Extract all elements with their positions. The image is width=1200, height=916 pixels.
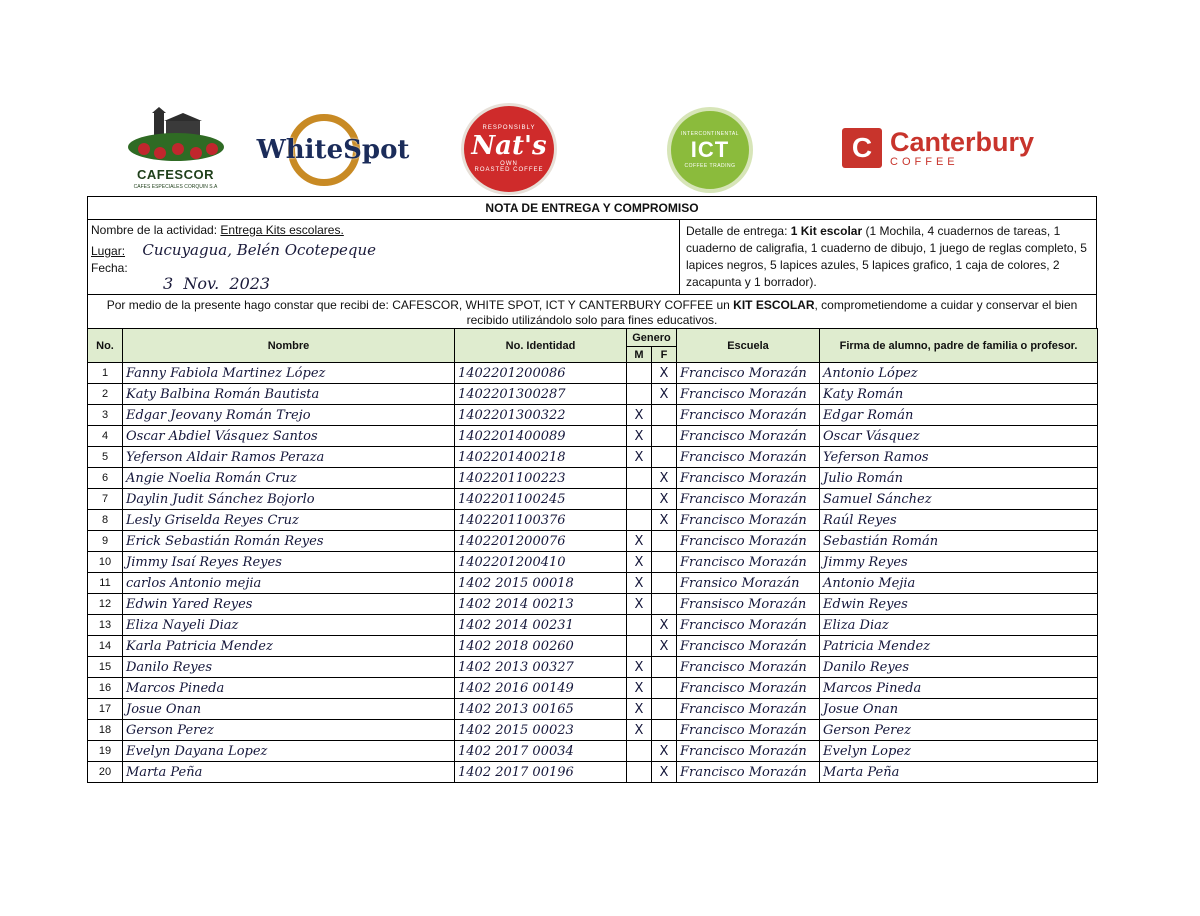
school-name: Francisco Morazán [677, 405, 820, 426]
student-name: Edgar Jeovany Román Trejo [123, 405, 455, 426]
signature: Raúl Reyes [820, 510, 1098, 531]
col-id-header: No. Identidad [455, 329, 627, 363]
gender-f-mark [652, 405, 677, 426]
row-number: 11 [88, 573, 123, 594]
identity-number: 1402 2013 00327 [455, 657, 627, 678]
gender-f-mark [652, 699, 677, 720]
table-row [88, 762, 1098, 783]
table-row [88, 447, 1098, 468]
gender-m-mark: X [627, 426, 652, 447]
table-row [88, 552, 1098, 573]
row-number: 20 [88, 762, 123, 783]
row-number: 6 [88, 468, 123, 489]
gender-m-mark [627, 615, 652, 636]
form-info [87, 219, 1097, 294]
school-name: Francisco Morazán [677, 699, 820, 720]
place-line [91, 241, 376, 259]
gender-f-mark [652, 678, 677, 699]
col-m-header: M [627, 347, 652, 363]
detail-bold: 1 Kit escolar [790, 224, 863, 238]
school-name: Francisco Morazán [677, 468, 820, 489]
row-number: 19 [88, 741, 123, 762]
school-name: Francisco Morazán [677, 552, 820, 573]
gender-f-mark: X [652, 510, 677, 531]
form-title: NOTA DE ENTREGA Y COMPROMISO [87, 196, 1097, 219]
ict-name: ICT [690, 137, 730, 162]
canterbury-mark-icon: C [842, 128, 882, 168]
identity-number: 1402201300322 [455, 405, 627, 426]
school-name: Francisco Morazán [677, 657, 820, 678]
student-name: Edwin Yared Reyes [123, 594, 455, 615]
gender-m-mark: X [627, 405, 652, 426]
gender-f-mark [652, 426, 677, 447]
activity-info [88, 220, 680, 294]
ict-logo [667, 107, 753, 193]
student-name: Evelyn Dayana Lopez [123, 741, 455, 762]
gender-f-mark: X [652, 363, 677, 384]
table-row [88, 363, 1098, 384]
table-row [88, 426, 1098, 447]
signature: Katy Román [820, 384, 1098, 405]
recipients-table [87, 328, 1098, 783]
student-name: Erick Sebastián Román Reyes [123, 531, 455, 552]
table-row [88, 699, 1098, 720]
gender-f-mark [652, 552, 677, 573]
identity-number: 1402201200086 [455, 363, 627, 384]
gender-f-mark [652, 573, 677, 594]
school-name: Francisco Morazán [677, 447, 820, 468]
student-name: Jimmy Isaí Reyes Reyes [123, 552, 455, 573]
student-name: Oscar Abdiel Vásquez Santos [123, 426, 455, 447]
gender-f-mark [652, 657, 677, 678]
statement-part-b: , comprometiendome a cuidar y conservar el bien recibido utilizándolo solo para fines educativos. [466, 298, 1078, 327]
gender-f-mark: X [652, 741, 677, 762]
student-name: Angie Noelia Román Cruz [123, 468, 455, 489]
gender-m-mark: X [627, 594, 652, 615]
signature: Marcos Pineda [820, 678, 1098, 699]
student-name: Daylin Judit Sánchez Bojorlo [123, 489, 455, 510]
identity-number: 1402 2013 00165 [455, 699, 627, 720]
gender-m-mark [627, 468, 652, 489]
signature: Marta Peña [820, 762, 1098, 783]
gender-m-mark: X [627, 720, 652, 741]
table-row [88, 510, 1098, 531]
row-number: 1 [88, 363, 123, 384]
table-row [88, 573, 1098, 594]
date-label: Fecha: [91, 261, 128, 275]
canterbury-name: Canterbury [890, 126, 1035, 157]
gender-f-mark: X [652, 762, 677, 783]
school-name: Fransisco Morazán [677, 594, 820, 615]
student-name: Lesly Griselda Reyes Cruz [123, 510, 455, 531]
gender-f-mark [652, 531, 677, 552]
detail-label: Detalle de entrega: [686, 224, 788, 238]
school-name: Francisco Morazán [677, 615, 820, 636]
identity-number: 1402201100245 [455, 489, 627, 510]
commitment-statement [87, 294, 1097, 328]
coffee-farm-icon [126, 107, 226, 165]
row-number: 9 [88, 531, 123, 552]
signature: Danilo Reyes [820, 657, 1098, 678]
identity-number: 1402 2016 00149 [455, 678, 627, 699]
school-name: Fransico Morazán [677, 573, 820, 594]
delivery-detail [680, 220, 1096, 294]
row-number: 10 [88, 552, 123, 573]
student-name: Marta Peña [123, 762, 455, 783]
identity-number: 1402201400089 [455, 426, 627, 447]
gender-m-mark: X [627, 573, 652, 594]
identity-number: 1402201300287 [455, 384, 627, 405]
statement-bold: KIT ESCOLAR [733, 298, 815, 312]
delivery-form [87, 196, 1097, 783]
col-school-header: Escuela [677, 329, 820, 363]
whitespot-logo [258, 110, 408, 190]
school-name: Francisco Morazán [677, 384, 820, 405]
table-row [88, 489, 1098, 510]
cafescor-logo [118, 101, 233, 196]
identity-number: 1402 2017 00034 [455, 741, 627, 762]
gender-f-mark: X [652, 468, 677, 489]
table-row [88, 657, 1098, 678]
table-row [88, 636, 1098, 657]
row-number: 17 [88, 699, 123, 720]
gender-m-mark [627, 762, 652, 783]
gender-f-mark [652, 594, 677, 615]
school-name: Francisco Morazán [677, 678, 820, 699]
gender-m-mark [627, 741, 652, 762]
gender-m-mark: X [627, 552, 652, 573]
canterbury-sub: COFFEE [890, 155, 959, 168]
signature: Edgar Román [820, 405, 1098, 426]
student-name: Gerson Perez [123, 720, 455, 741]
gender-m-mark: X [627, 531, 652, 552]
table-row [88, 615, 1098, 636]
table-row [88, 405, 1098, 426]
table-row [88, 384, 1098, 405]
date-line [91, 261, 128, 275]
cafescor-name: CAFESCOR [137, 167, 214, 182]
signature: Gerson Perez [820, 720, 1098, 741]
gender-f-mark [652, 720, 677, 741]
table-row [88, 594, 1098, 615]
identity-number: 1402 2018 00260 [455, 636, 627, 657]
gender-f-mark [652, 447, 677, 468]
gender-m-mark [627, 384, 652, 405]
table-row [88, 468, 1098, 489]
row-number: 16 [88, 678, 123, 699]
identity-number: 1402 2017 00196 [455, 762, 627, 783]
gender-m-mark: X [627, 657, 652, 678]
row-number: 4 [88, 426, 123, 447]
identity-number: 1402201200076 [455, 531, 627, 552]
student-name: Fanny Fabiola Martinez López [123, 363, 455, 384]
row-number: 14 [88, 636, 123, 657]
identity-number: 1402 2015 00023 [455, 720, 627, 741]
signature: Yeferson Ramos [820, 447, 1098, 468]
gender-m-mark: X [627, 678, 652, 699]
table-row [88, 678, 1098, 699]
nats-name: Nat's [471, 131, 547, 161]
row-number: 7 [88, 489, 123, 510]
row-number: 15 [88, 657, 123, 678]
student-name: Marcos Pineda [123, 678, 455, 699]
signature: Julio Román [820, 468, 1098, 489]
school-name: Francisco Morazán [677, 426, 820, 447]
school-name: Francisco Morazán [677, 363, 820, 384]
date-value: 3 Nov. 2023 [163, 274, 271, 293]
table-row [88, 741, 1098, 762]
place-value: Cucuyagua, Belén Ocotepeque [142, 241, 376, 259]
row-number: 3 [88, 405, 123, 426]
gender-m-mark [627, 363, 652, 384]
signature: Oscar Vásquez [820, 426, 1098, 447]
col-name-header: Nombre [123, 329, 455, 363]
nats-logo [461, 103, 557, 195]
row-number: 5 [88, 447, 123, 468]
nats-bottom-text: ROASTED COFFEE [474, 167, 544, 173]
row-number: 8 [88, 510, 123, 531]
student-name: Katy Balbina Román Bautista [123, 384, 455, 405]
student-name: Karla Patricia Mendez [123, 636, 455, 657]
signature: Sebastián Román [820, 531, 1098, 552]
signature: Evelyn Lopez [820, 741, 1098, 762]
identity-number: 1402201100376 [455, 510, 627, 531]
row-number: 2 [88, 384, 123, 405]
logo-header [0, 95, 1200, 195]
statement-part-a: Por medio de la presente hago constar que recibi de: CAFESCOR, WHITE SPOT, ICT Y CANTERBURY COFFEE un [106, 298, 730, 312]
signature: Antonio Mejia [820, 573, 1098, 594]
school-name: Francisco Morazán [677, 531, 820, 552]
col-f-header: F [652, 347, 677, 363]
identity-number: 1402 2014 00231 [455, 615, 627, 636]
school-name: Francisco Morazán [677, 636, 820, 657]
gender-m-mark: X [627, 699, 652, 720]
table-row [88, 531, 1098, 552]
school-name: Francisco Morazán [677, 720, 820, 741]
row-number: 12 [88, 594, 123, 615]
col-no-header: No. [88, 329, 123, 363]
gender-f-mark: X [652, 489, 677, 510]
student-name: Eliza Nayeli Diaz [123, 615, 455, 636]
gender-f-mark: X [652, 636, 677, 657]
table-row [88, 720, 1098, 741]
student-name: Yeferson Aldair Ramos Peraza [123, 447, 455, 468]
activity-line [91, 223, 344, 237]
identity-number: 1402 2015 00018 [455, 573, 627, 594]
school-name: Francisco Morazán [677, 741, 820, 762]
student-name: carlos Antonio mejia [123, 573, 455, 594]
gender-m-mark: X [627, 447, 652, 468]
activity-label: Nombre de la actividad: [91, 223, 218, 237]
row-number: 18 [88, 720, 123, 741]
signature: Jimmy Reyes [820, 552, 1098, 573]
ict-top-text: INTERCONTINENTAL [681, 131, 739, 137]
gender-f-mark: X [652, 384, 677, 405]
gender-m-mark [627, 510, 652, 531]
activity-value: Entrega Kits escolares. [220, 223, 344, 237]
gender-m-mark [627, 489, 652, 510]
cafescor-tagline: CAFES ESPECIALES CORQUIN S.A [133, 184, 218, 190]
col-gender-header: Genero [627, 329, 677, 347]
identity-number: 1402201200410 [455, 552, 627, 573]
school-name: Francisco Morazán [677, 489, 820, 510]
identity-number: 1402 2014 00213 [455, 594, 627, 615]
gender-f-mark: X [652, 615, 677, 636]
identity-number: 1402201100223 [455, 468, 627, 489]
place-label: Lugar: [91, 244, 126, 258]
canterbury-logo [842, 125, 1062, 171]
signature: Josue Onan [820, 699, 1098, 720]
signature: Antonio López [820, 363, 1098, 384]
student-name: Josue Onan [123, 699, 455, 720]
identity-number: 1402201400218 [455, 447, 627, 468]
signature: Patricia Mendez [820, 636, 1098, 657]
gender-m-mark [627, 636, 652, 657]
recipients-body [88, 363, 1098, 783]
student-name: Danilo Reyes [123, 657, 455, 678]
signature: Samuel Sánchez [820, 489, 1098, 510]
school-name: Francisco Morazán [677, 762, 820, 783]
row-number: 13 [88, 615, 123, 636]
school-name: Francisco Morazán [677, 510, 820, 531]
nats-top-text: RESPONSIBLY [482, 125, 536, 131]
signature: Eliza Diaz [820, 615, 1098, 636]
signature: Edwin Reyes [820, 594, 1098, 615]
ict-bottom-text: COFFEE TRADING [684, 163, 736, 169]
col-signature-header: Firma de alumno, padre de familia o profesor. [820, 329, 1098, 363]
nats-own-text: OWN [500, 161, 518, 167]
whitespot-name: WhiteSpot [256, 135, 410, 165]
detail-text: (1 Mochila, 4 cuadernos de tareas, 1 cuaderno de caligrafia, 1 cuaderno de dibujo, 1 juego de reglas completo, 5 lapices negros, 5 lapices azules, 5 lapices grafico, 1 caja de colores, 2 zacapunta y 1 borrador). [686, 224, 1087, 289]
